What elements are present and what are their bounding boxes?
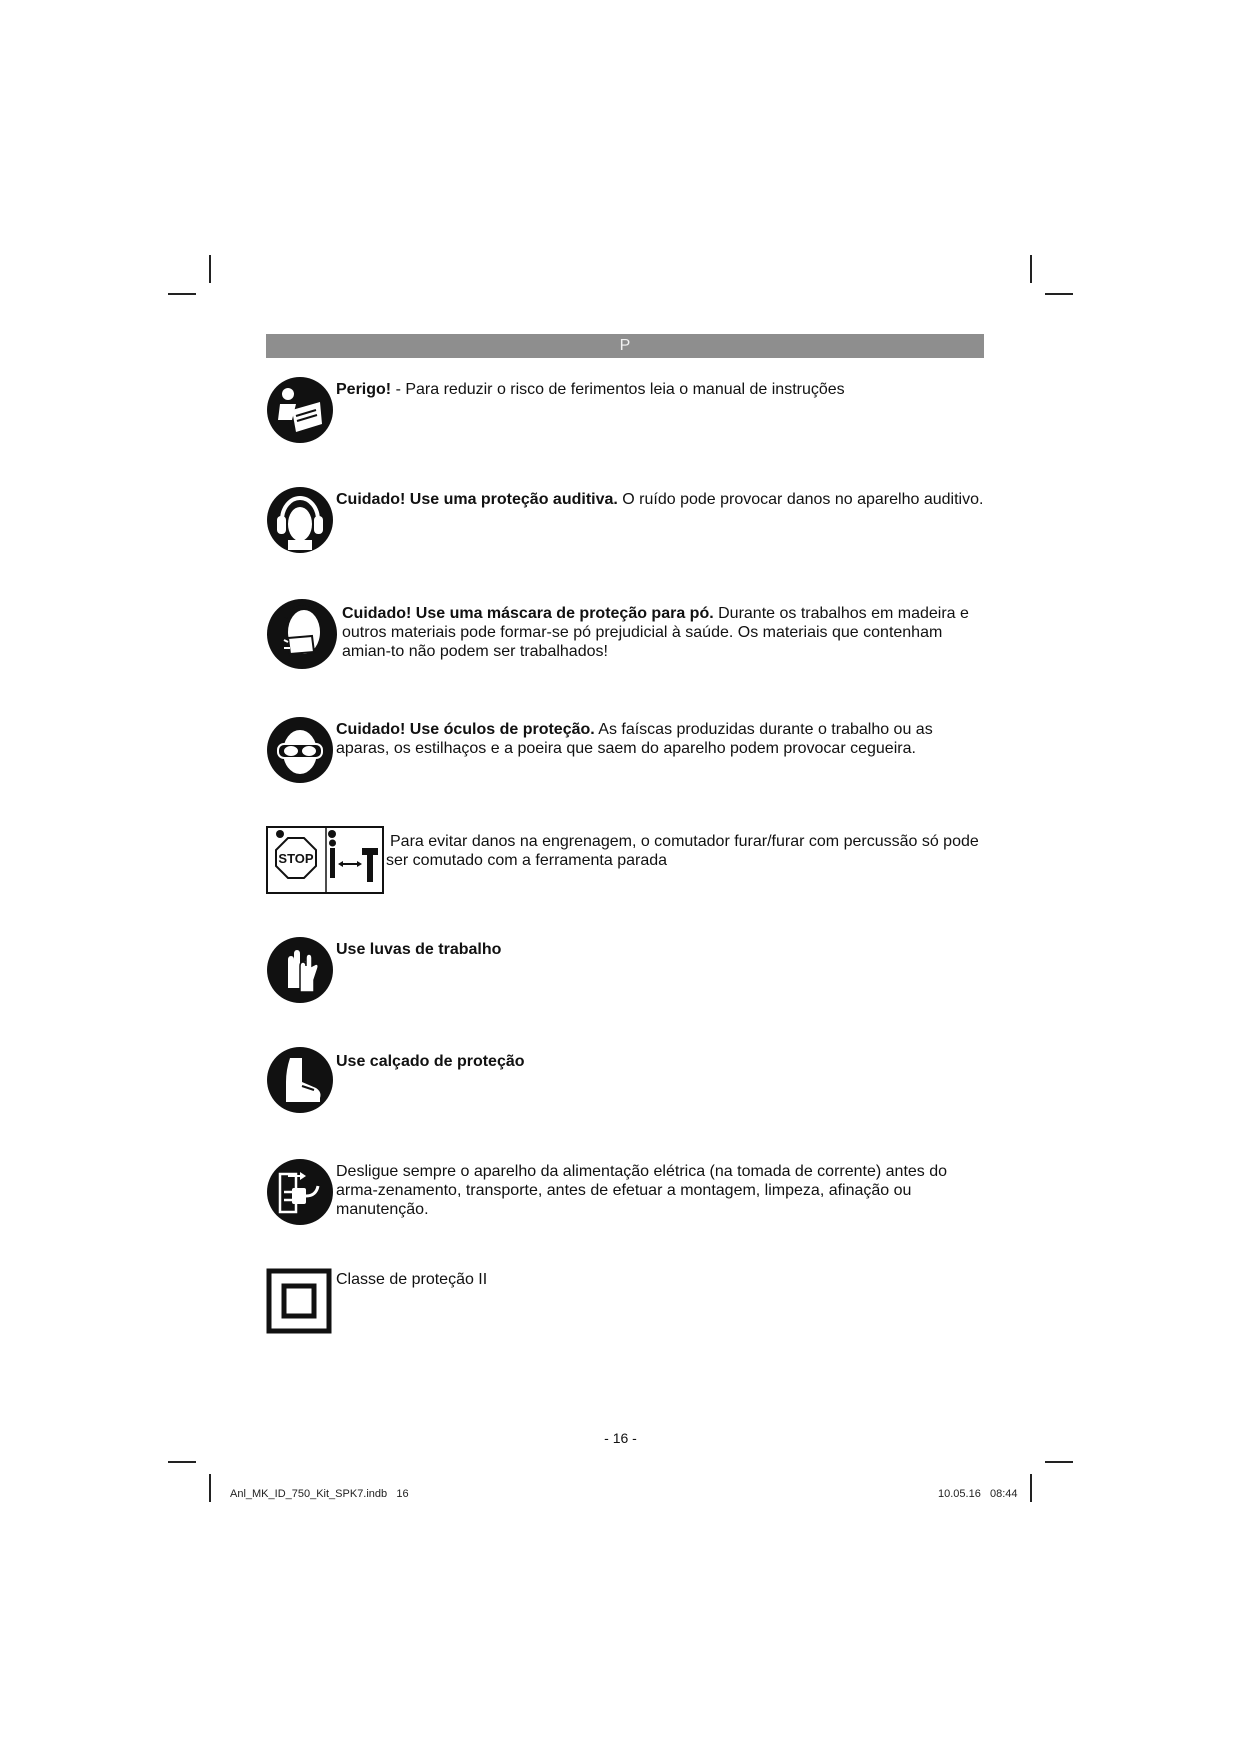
crop-mark <box>1045 1461 1073 1463</box>
safety-item-title: Use calçado de proteção <box>336 1053 525 1070</box>
protection-class-ii-icon <box>266 1268 332 1334</box>
crop-mark <box>209 255 211 283</box>
footer-file: Anl_MK_ID_750_Kit_SPK7.indb 16 <box>230 1488 409 1500</box>
stop-switch-icon <box>266 826 384 894</box>
safety-item-title: Cuidado! Use óculos de proteção. <box>336 721 595 738</box>
safety-item-text <box>336 720 986 758</box>
safety-item-title: Perigo! <box>336 381 392 398</box>
safety-item-title: Cuidado! Use uma proteção auditiva. <box>336 491 618 508</box>
safety-item-body: As faíscas produzidas durante o trabalho ou as aparas, os estilhaços e a poeira que saem do aparelho podem provocar cegueira. <box>336 721 933 757</box>
safety-item-body: Para evitar danos na engrenagem, o comutador furar/furar com percussão só pode ser comutado com a ferramenta parada <box>386 833 979 869</box>
crop-mark <box>209 1474 211 1502</box>
safety-item-body: Durante os trabalhos em madeira e outros materiais pode formar-se pó prejudicial à saúde. Os materiais que contenham amian-to não podem ser trabalhados! <box>342 605 969 660</box>
page-number: - 16 - <box>604 1430 637 1446</box>
section-header-bar <box>266 334 984 358</box>
safety-boots-icon <box>266 1046 334 1114</box>
read-manual-icon <box>266 376 334 444</box>
crop-mark <box>168 1461 196 1463</box>
safety-item-text <box>336 940 976 959</box>
work-gloves-icon <box>266 936 334 1004</box>
safety-item-text <box>342 604 978 661</box>
section-letter: P <box>619 337 631 354</box>
unplug-icon <box>266 1158 334 1226</box>
hearing-protection-icon <box>266 486 334 554</box>
crop-mark <box>1045 293 1073 295</box>
safety-item-text <box>386 832 986 870</box>
safety-item-title: Cuidado! Use uma máscara de proteção para pó. <box>342 605 714 622</box>
safety-item-body: O ruído pode provocar danos no aparelho auditivo. <box>617 491 984 508</box>
safety-item-title: Use luvas de trabalho <box>336 941 502 958</box>
safety-item-body: Desligue sempre o aparelho da alimentação elétrica (na tomada de corrente) antes do arma-zenamento, transporte, antes de efetuar a montagem, limpeza, afinação ou manutenção. <box>336 1163 948 1218</box>
safety-item-text <box>336 490 986 509</box>
safety-item-text <box>336 1162 988 1219</box>
safety-item-text <box>336 380 976 399</box>
dust-mask-icon <box>266 598 338 670</box>
crop-mark <box>168 293 196 295</box>
safety-item-text <box>336 1270 976 1289</box>
footer-datetime: 10.05.16 08:44 <box>938 1488 1018 1500</box>
safety-item-body: Classe de proteção II <box>336 1271 488 1288</box>
safety-item-text <box>336 1052 976 1071</box>
safety-goggles-icon <box>266 716 334 784</box>
crop-mark <box>1030 1474 1032 1502</box>
stop-label: STOP <box>278 851 314 866</box>
safety-item-body: - Para reduzir o risco de ferimentos leia o manual de instruções <box>391 381 845 398</box>
crop-mark <box>1030 255 1032 283</box>
